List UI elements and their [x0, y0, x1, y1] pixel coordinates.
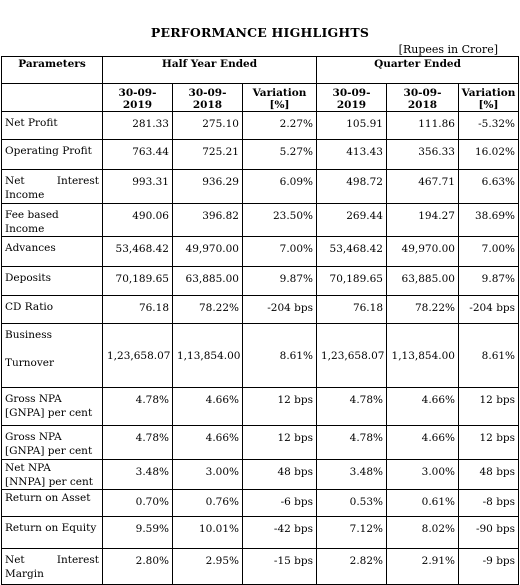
- page-title: PERFORMANCE HIGHLIGHTS: [150, 25, 370, 40]
- cell-value: 3.00%: [387, 460, 459, 490]
- cell-value: 467.71: [387, 170, 459, 204]
- cell-value: 7.00%: [243, 237, 317, 267]
- table-row: [2, 426, 519, 460]
- cell-value: 490.06: [103, 204, 173, 237]
- cell-value: 2.82%: [317, 549, 387, 585]
- table-row: [2, 170, 519, 204]
- cell-value: 23.50%: [243, 204, 317, 237]
- cell-value: 111.86: [387, 112, 459, 140]
- q-date2-header: 30-09-2018: [387, 84, 459, 112]
- cell-value: -204 bps: [459, 296, 519, 324]
- cell-value: 1,23,658.07: [317, 324, 387, 388]
- table-row: [2, 112, 519, 140]
- cell-value: 49,970.00: [387, 237, 459, 267]
- cell-value: 0.53%: [317, 490, 387, 517]
- hy-variation-header: Variation [%]: [243, 84, 317, 112]
- q-variation-header: Variation [%]: [459, 84, 519, 112]
- q-date1-header: 30-09-2019: [317, 84, 387, 112]
- cell-value: 2.27%: [243, 112, 317, 140]
- cell-value: 6.09%: [243, 170, 317, 204]
- cell-value: 9.87%: [459, 267, 519, 296]
- cell-value: 78.22%: [387, 296, 459, 324]
- row-label: CD Ratio: [2, 296, 103, 324]
- row-label: Return on Equity: [2, 517, 103, 549]
- cell-value: 194.27: [387, 204, 459, 237]
- cell-value: 7.00%: [459, 237, 519, 267]
- cell-value: 0.61%: [387, 490, 459, 517]
- performance-table: [1, 56, 519, 585]
- quarter-header: Quarter Ended: [317, 57, 519, 84]
- row-label-part: [GNPA] per cent: [5, 407, 93, 419]
- cell-value: 38.69%: [459, 204, 519, 237]
- cell-value: -5.32%: [459, 112, 519, 140]
- row-label-part: Turnover: [5, 357, 55, 369]
- cell-value: 6.63%: [459, 170, 519, 204]
- cell-value: 356.33: [387, 140, 459, 170]
- cell-value: 78.22%: [173, 296, 243, 324]
- cell-value: 12 bps: [459, 426, 519, 460]
- row-label-part: Interest: [56, 554, 99, 566]
- row-label: [2, 170, 103, 204]
- cell-value: -42 bps: [243, 517, 317, 549]
- cell-value: 396.82: [173, 204, 243, 237]
- row-label-part: Income: [5, 189, 45, 201]
- table-row: [2, 517, 519, 549]
- cell-value: 8.61%: [243, 324, 317, 388]
- row-label: Deposits: [2, 267, 103, 296]
- row-label-part: Gross NPA: [5, 393, 62, 405]
- cell-value: 76.18: [317, 296, 387, 324]
- row-label-part: Net NPA: [5, 462, 51, 474]
- cell-value: -8 bps: [459, 490, 519, 517]
- table-row: [2, 237, 519, 267]
- cell-value: 3.48%: [317, 460, 387, 490]
- cell-value: 269.44: [317, 204, 387, 237]
- cell-value: 725.21: [173, 140, 243, 170]
- cell-value: 4.66%: [173, 388, 243, 426]
- cell-value: 49,970.00: [173, 237, 243, 267]
- cell-value: 5.27%: [243, 140, 317, 170]
- table-row: [2, 460, 519, 490]
- row-label: Operating Profit: [2, 140, 103, 170]
- cell-value: 993.31: [103, 170, 173, 204]
- cell-value: 1,23,658.07: [103, 324, 173, 388]
- cell-value: 1,13,854.00: [173, 324, 243, 388]
- cell-value: 12 bps: [243, 426, 317, 460]
- cell-value: 10.01%: [173, 517, 243, 549]
- cell-value: 2.95%: [173, 549, 243, 585]
- cell-value: 9.87%: [243, 267, 317, 296]
- cell-value: 9.59%: [103, 517, 173, 549]
- row-label: Net Profit: [2, 112, 103, 140]
- table-row: [2, 267, 519, 296]
- cell-value: 1,13,854.00: [387, 324, 459, 388]
- row-label-part: Net: [5, 554, 25, 566]
- cell-value: 763.44: [103, 140, 173, 170]
- cell-value: -90 bps: [459, 517, 519, 549]
- cell-value: 105.91: [317, 112, 387, 140]
- row-label: [2, 426, 103, 460]
- cell-value: 281.33: [103, 112, 173, 140]
- table-row: [2, 490, 519, 517]
- cell-value: 2.80%: [103, 549, 173, 585]
- row-label: Advances: [2, 237, 103, 267]
- row-label-part: [NNPA] per cent: [5, 476, 93, 488]
- cell-value: 76.18: [103, 296, 173, 324]
- hy-date1-header: 30-09-2019: [103, 84, 173, 112]
- row-label-part: Business: [5, 329, 52, 341]
- cell-value: 70,189.65: [317, 267, 387, 296]
- row-label-part: Net: [5, 175, 25, 187]
- cell-value: 936.29: [173, 170, 243, 204]
- table-row: [2, 549, 519, 585]
- row-label: Return on Asset: [2, 490, 103, 517]
- table-row: [2, 204, 519, 237]
- cell-value: 413.43: [317, 140, 387, 170]
- cell-value: 4.66%: [387, 426, 459, 460]
- cell-value: 4.78%: [317, 388, 387, 426]
- row-label-part: Interest: [56, 175, 99, 187]
- unit-note: [Rupees in Crore]: [398, 43, 498, 56]
- cell-value: 0.70%: [103, 490, 173, 517]
- cell-value: 4.66%: [173, 426, 243, 460]
- row-label: [2, 460, 103, 490]
- cell-value: 63,885.00: [173, 267, 243, 296]
- parameters-header: Parameters: [2, 57, 103, 84]
- row-label-part: Gross NPA: [5, 431, 62, 443]
- table-row: [2, 296, 519, 324]
- cell-value: 2.91%: [387, 549, 459, 585]
- cell-value: 8.61%: [459, 324, 519, 388]
- cell-value: 4.78%: [103, 426, 173, 460]
- cell-value: 3.48%: [103, 460, 173, 490]
- cell-value: 70,189.65: [103, 267, 173, 296]
- table-row: [2, 388, 519, 426]
- cell-value: 53,468.42: [317, 237, 387, 267]
- cell-value: -6 bps: [243, 490, 317, 517]
- header-row-columns: [2, 84, 519, 112]
- cell-value: 63,885.00: [387, 267, 459, 296]
- cell-value: 7.12%: [317, 517, 387, 549]
- row-label: [2, 549, 103, 585]
- cell-value: 12 bps: [459, 388, 519, 426]
- table-row: [2, 324, 519, 388]
- cell-value: 0.76%: [173, 490, 243, 517]
- cell-value: 16.02%: [459, 140, 519, 170]
- row-label-part: Margin: [5, 568, 44, 580]
- row-label-part: [GNPA] per cent: [5, 445, 93, 457]
- cell-value: 4.66%: [387, 388, 459, 426]
- cell-value: -9 bps: [459, 549, 519, 585]
- parameters-subheader-blank: [2, 84, 103, 112]
- cell-value: 48 bps: [459, 460, 519, 490]
- half-year-header: Half Year Ended: [103, 57, 317, 84]
- row-label: [2, 388, 103, 426]
- table-row: [2, 140, 519, 170]
- cell-value: 12 bps: [243, 388, 317, 426]
- cell-value: 53,468.42: [103, 237, 173, 267]
- row-label: [2, 324, 103, 388]
- cell-value: -15 bps: [243, 549, 317, 585]
- row-label: Fee based Income: [2, 204, 103, 237]
- cell-value: 4.78%: [317, 426, 387, 460]
- cell-value: 275.10: [173, 112, 243, 140]
- cell-value: 4.78%: [103, 388, 173, 426]
- cell-value: 48 bps: [243, 460, 317, 490]
- cell-value: -204 bps: [243, 296, 317, 324]
- hy-date2-header: 30-09-2018: [173, 84, 243, 112]
- cell-value: 498.72: [317, 170, 387, 204]
- header-row-groups: [2, 57, 519, 84]
- cell-value: 3.00%: [173, 460, 243, 490]
- cell-value: 8.02%: [387, 517, 459, 549]
